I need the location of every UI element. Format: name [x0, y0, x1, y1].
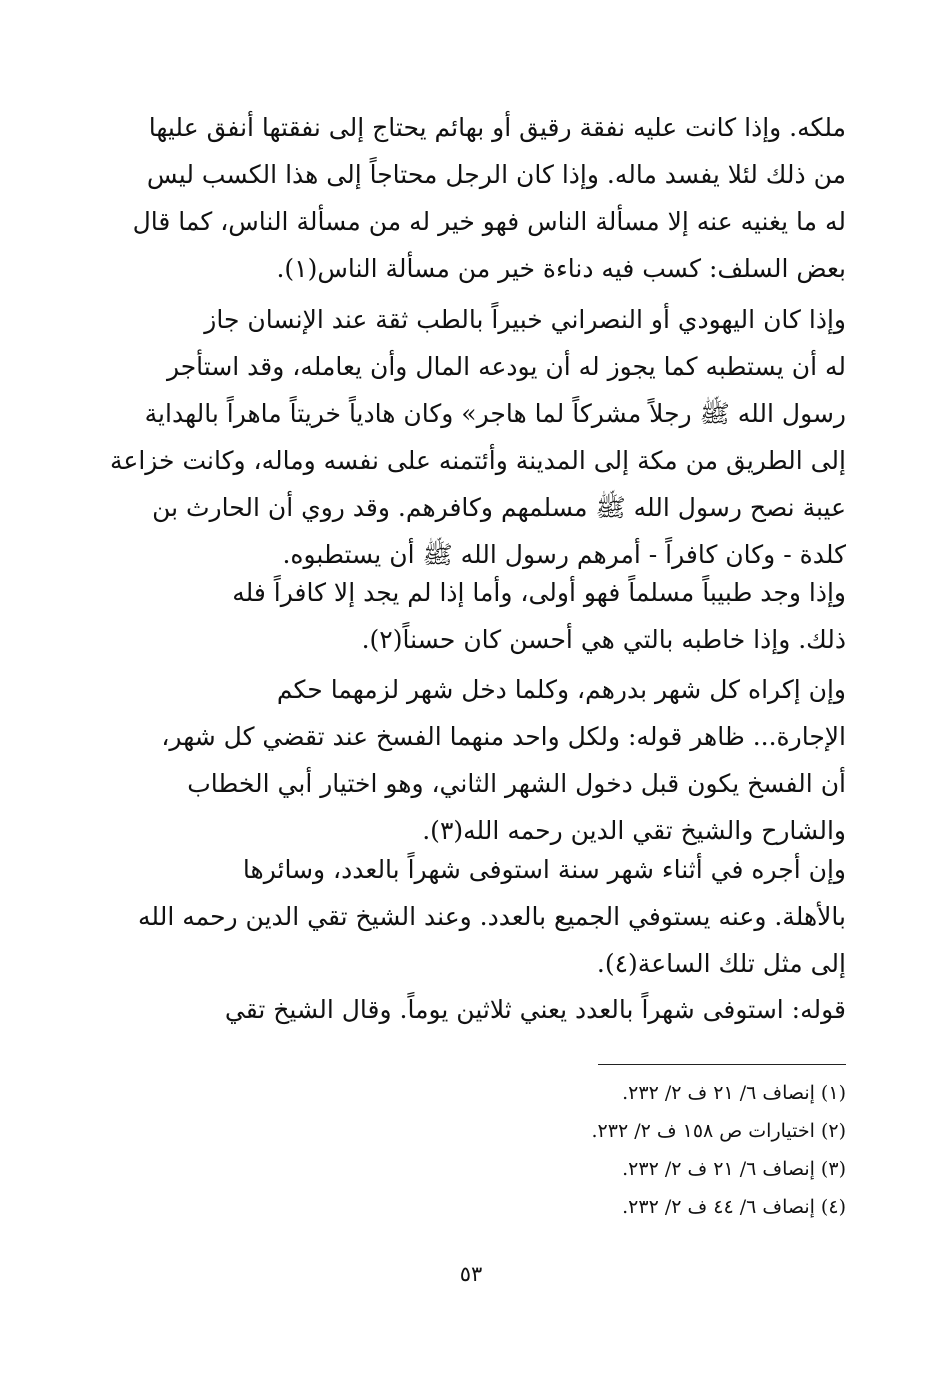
- footnote: (٣) إنصاف ٦/ ٢١ ف ٢/ ٢٣٢.: [622, 1158, 846, 1180]
- text-line: عيبة نصح رسول الله ﷺ مسلمهم وكافرهم. وقد روي أن الحارث بن: [152, 493, 846, 522]
- text-line: وإذا كان اليهودي أو النصراني خبيراً بالطب ثقة عند الإنسان جاز: [204, 305, 846, 334]
- page-number: ٥٣: [459, 1262, 483, 1286]
- text-line: قوله: استوفى شهراً بالعدد يعني ثلاثين يوماً. وقال الشيخ تقي: [224, 995, 846, 1024]
- footnotes-list: [246, 1074, 846, 1226]
- text-line: رسول الله ﷺ رجلاً مشركاً لما هاجر» وكان هادياً خريتاً ماهراً بالهداية: [144, 399, 846, 428]
- footnote: (٢) اختيارات ص ١٥٨ ف ٢/ ٢٣٢.: [591, 1120, 846, 1142]
- paragraph-5: [94, 846, 846, 987]
- text-line: إلى مثل تلك الساعة(٤).: [596, 949, 846, 978]
- text-line: وإن أجره في أثناء شهر سنة استوفى شهراً بالعدد، وسائرها: [242, 855, 846, 884]
- text-line: والشارح والشيخ تقي الدين رحمه الله(٣).: [422, 816, 846, 845]
- text-line: ذلك. وإذا خاطبه بالتي هي أحسن كان حسناً(٢).: [361, 625, 846, 654]
- text-line: كلدة - وكان كافراً - أمرهم رسول الله ﷺ أن يستطبوه.: [282, 540, 846, 569]
- paragraph-2: [94, 296, 846, 578]
- footnote: (١) إنصاف ٦/ ٢١ ف ٢/ ٢٣٢.: [622, 1082, 846, 1104]
- paragraph-3: [94, 569, 846, 663]
- text-line: له أن يستطبه كما يجوز له أن يودعه المال وأن يعامله، وقد استأجر: [166, 352, 846, 381]
- text-line: بالأهلة. وعنه يستوفي الجميع بالعدد. وعند الشيخ تقي الدين رحمه الله: [138, 902, 846, 931]
- text-line: أن الفسخ يكون قبل دخول الشهر الثاني، وهو اختيار أبي الخطاب: [187, 769, 846, 798]
- text-line: وإذا وجد طبيباً مسلماً فهو أولى، وأما إذا لم يجد إلا كافراً فله: [232, 578, 846, 607]
- text-line: الإجارة... ظاهر قوله: ولكل واحد منهما الفسخ عند تقضي كل شهر،: [161, 722, 846, 751]
- text-line: ملكه. وإذا كانت عليه نفقة رقيق أو بهائم يحتاج إلى نفقتها أنفق عليها: [148, 113, 846, 142]
- text-line: من ذلك لئلا يفسد ماله. وإذا كان الرجل محتاجاً إلى هذا الكسب ليس: [146, 160, 846, 189]
- text-line: له ما يغنيه عنه إلا مسألة الناس فهو خير له من مسألة الناس، كما قال: [132, 207, 846, 236]
- footnote-divider: [598, 1064, 846, 1065]
- paragraph-6: [94, 986, 846, 1033]
- text-line: إلى الطريق من مكة إلى المدينة وأئتمنه على نفسه وماله، وكانت خزاعة: [110, 446, 846, 475]
- paragraph-1: [94, 104, 846, 292]
- paragraph-4: [94, 666, 846, 854]
- footnote: (٤) إنصاف ٦/ ٤٤ ف ٢/ ٢٣٢.: [622, 1196, 846, 1218]
- text-line: بعض السلف: كسب فيه دناءة خير من مسألة الناس(١).: [276, 254, 846, 283]
- text-line: وإن إكراه كل شهر بدرهم، وكلما دخل شهر لزمهما حكم: [276, 675, 846, 704]
